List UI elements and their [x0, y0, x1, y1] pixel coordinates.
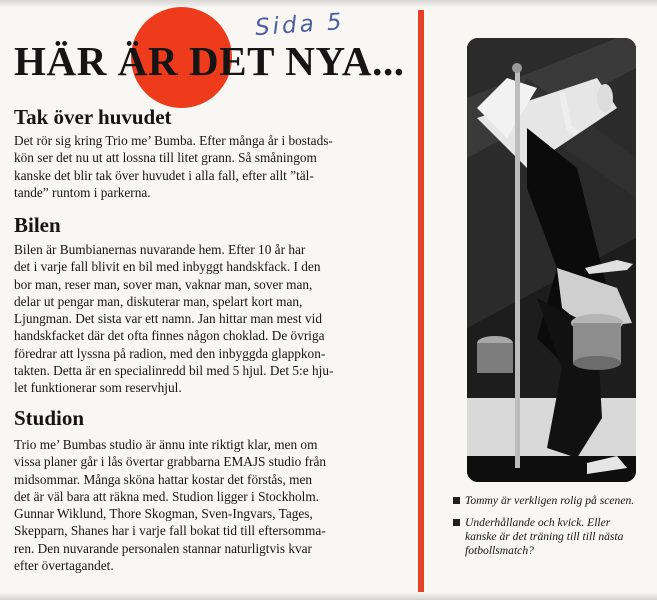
- text-line: det är väl bara att räkna med. Studion ligger i Stockholm.: [14, 488, 320, 504]
- text-line: takten. Detta är en specialinredd bil med 5 hjul. Det 5:e hju-: [14, 363, 334, 379]
- text-line: efter övertagandet.: [14, 558, 114, 574]
- text-line: föredrar att lyssna på radion, med den inbyggda glappkon-: [14, 345, 326, 361]
- section-heading-roof: Tak över huvudet: [14, 105, 172, 129]
- text-line: Gunnar Wiklund, Thore Skogman, Sven-Ingvars, Tages,: [14, 506, 313, 522]
- text-line: midsommar. Många sköna hattar kostar det förstås, men: [14, 471, 313, 487]
- handwritten-page-label: Sida 5: [254, 8, 346, 42]
- text-line: det i varje fall blivit en bil med inbyggt handskfack. I den: [14, 259, 321, 275]
- section-text-roof: [14, 132, 406, 201]
- text-line: handskfacket där det ofta finnes någon choklad. De övriga: [14, 328, 325, 344]
- caption-2: [453, 516, 643, 558]
- text-line: kön ser det nu ut att lossna till litet grann. Så småningom: [14, 150, 317, 166]
- text-line: let funktionerar som reservhjul.: [14, 380, 182, 396]
- text-line: vissa planer går i lås övertar grabbarna EMAJS studio från: [14, 454, 327, 470]
- caption-text: Tommy är verkligen rolig på scenen.: [465, 494, 635, 507]
- headline: HÄR ÄR DET NYA...: [14, 38, 405, 84]
- text-line: kanske det blir tak över huvudet i alla fall, efter allt ”täl-: [14, 167, 314, 183]
- scan-edge-top: [0, 0, 657, 8]
- stage-photo: [467, 38, 636, 482]
- text-line: tande” runtom i parkerna.: [14, 184, 151, 200]
- text-line: delar ut pengar man, diskuterar man, spelart kort man,: [14, 293, 303, 309]
- text-line: Bilen är Bumbianernas nuvarande hem. Efter 10 år har: [14, 242, 306, 257]
- text-line: Trio me’ Bumbas studio är ännu inte riktigt klar, men om: [14, 437, 318, 452]
- text-line: Det rör sig kring Trio me’ Bumba. Efter många år i bostads-: [14, 133, 333, 148]
- section-heading-studio: Studion: [14, 406, 85, 430]
- caption-1: [453, 494, 643, 508]
- caption-bullet-icon: [453, 519, 460, 526]
- text-line: Ljungman. Det sista var ett namn. Jan hittar man mest vid: [14, 311, 322, 327]
- scan-edge-bottom: [0, 592, 657, 600]
- text-line: bor man, reser man, sover man, vaknar man, sover man,: [14, 276, 313, 292]
- caption-bullet-icon: [453, 497, 460, 504]
- photo-captions: [453, 494, 643, 566]
- red-vertical-rule: [418, 10, 424, 592]
- section-text-studio: [14, 436, 406, 574]
- section-heading-car: Bilen: [14, 213, 61, 237]
- section-text-car: [14, 241, 406, 397]
- stage-photo-illustration: [467, 38, 636, 482]
- text-line: ren. Den nuvarande personalen stannar naturligtvis kvar: [14, 540, 312, 556]
- caption-text: Underhållande och kvick. Eller kanske är det träning till till nästa fotbollsmatch?: [465, 516, 624, 557]
- text-line: Skepparn, Shanes har i varje fall bokat tid till eftersomma-: [14, 523, 326, 539]
